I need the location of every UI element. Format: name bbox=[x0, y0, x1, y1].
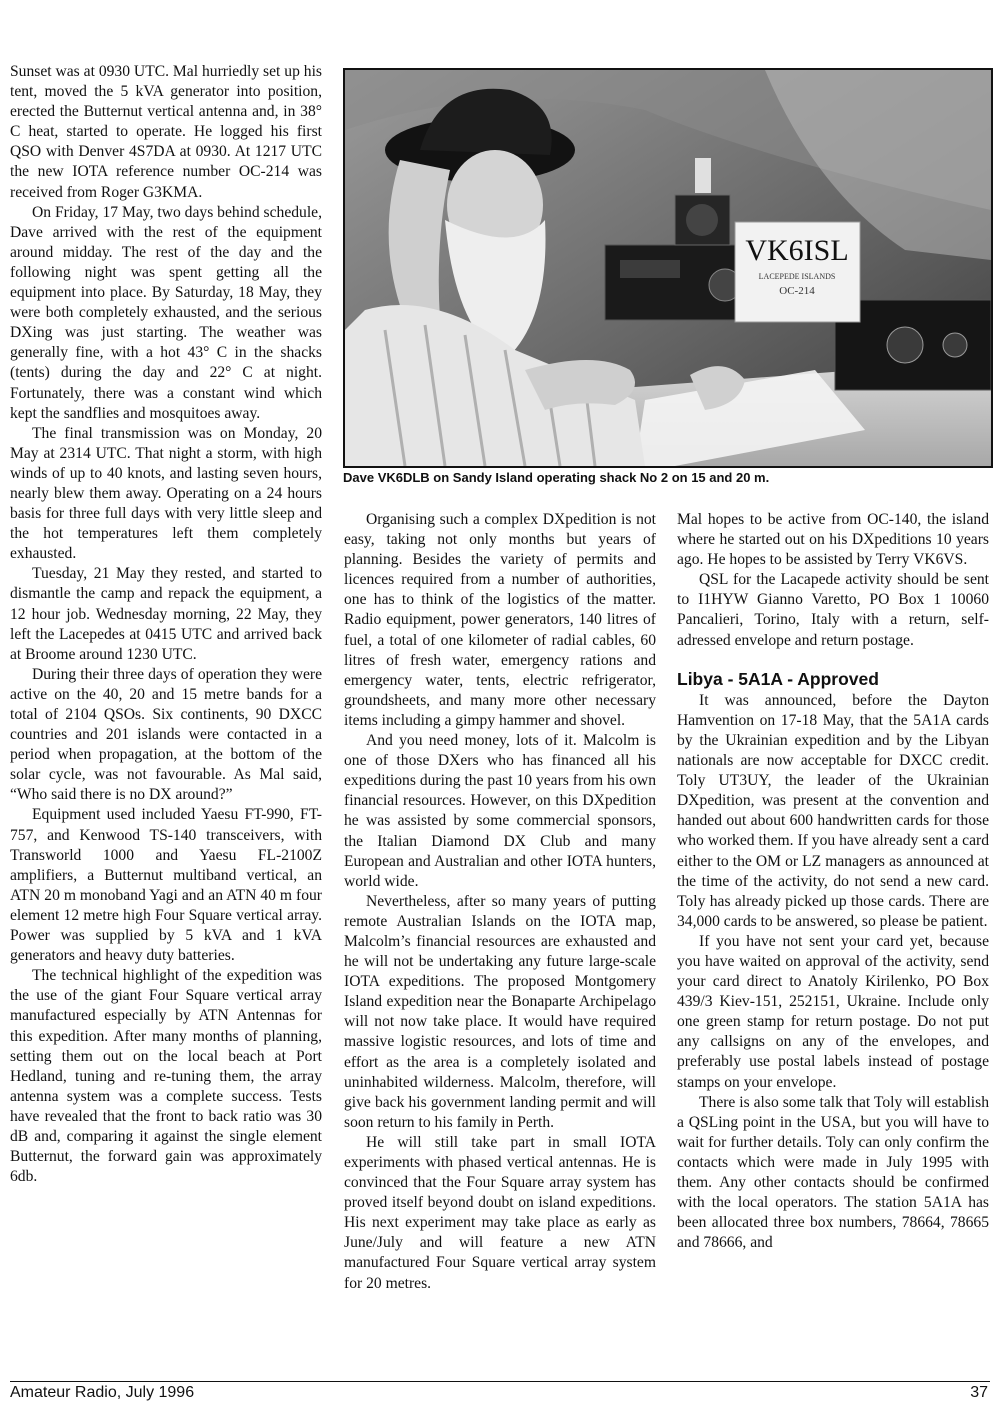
section-heading: Libya - 5A1A - Approved bbox=[677, 668, 879, 689]
photo-caption: Dave VK6DLB on Sandy Island operating shack No 2 on 15 and 20 m. bbox=[343, 470, 770, 485]
paragraph: Nevertheless, after so many years of putting remote Australian Islands on the IOTA map, Malcolm’s financial resources are exhausted and he will not be undertaking any future large-scale IOTA expeditions. The proposed Montgomery Island expedition near the Bonaparte Archipelago will not now take place. It would have required massive logistic resources, and lots of time and effort as the area is a completely isolated and uninhabited wilderness. Malcolm, therefore, will give back his government landing permit and will soon return to his family in Perth. bbox=[344, 892, 656, 1131]
paragraph: Tuesday, 21 May they rested, and started to dismantle the camp and repack the equipment, a 12 hour job. Wednesday morning, 22 May, they left the Lacepedes at 0415 UTC and arrived back at Broome around 1230 UTC. bbox=[10, 565, 322, 663]
paragraph: The technical highlight of the expedition was the use of the giant Four Square vertical array manufactured especially by ATN Antennas for this expedition. After many months of planning, setting them out on the local beach at Port Hedland, tuning and re-tuning them, the array antenna system was a complete success. Tests have revealed that the front to back ratio was 30 dB and, comparing it against the single element Butternut, the forward gain was approximately 6db. bbox=[10, 967, 322, 1186]
paragraph: Sunset was at 0930 UTC. Mal hurriedly set up his tent, moved the 5 kVA generator into position, erected the Butternut vertical antenna and, in 38° C heat, started to operate. He logged his first QSO with Denver 4S7DA at 0930. At 1217 UTC the new IOTA reference number OC-214 was received from Roger G3KMA. bbox=[10, 63, 322, 201]
article-column-3 bbox=[677, 510, 989, 1253]
qsl-card-reference: OC-214 bbox=[779, 285, 815, 297]
paragraph: QSL for the Lacapede activity should be sent to I1HYW Gianno Varetto, PO Box 1 10060 Pancalieri, Torino, Italy with a return, self-adressed envelope and return postage. bbox=[677, 571, 989, 649]
footer-publication: Amateur Radio, July 1996 bbox=[10, 1384, 195, 1401]
paragraph: And you need money, lots of it. Malcolm is one of those DXers who has financed all his expeditions during the past 10 years from his own financial resources. However, on this DXpedition he was assisted by some commercial sponsors, the Italian Diamond DX Club and many European and Australian and other IOTA hunters, world wide. bbox=[344, 732, 656, 890]
article-column-1 bbox=[10, 62, 322, 1187]
photo-operator-shack bbox=[343, 68, 993, 468]
photo-illustration bbox=[345, 70, 991, 466]
article-column-2 bbox=[344, 510, 656, 1294]
paragraph: Equipment used included Yaesu FT-990, FT-757, and Kenwood TS-140 transceivers, with Transworld 1000 and Yaesu FL-2100Z amplifiers, a Butternut multiband vertical, an ATN 20 m monoband Yagi and an ATN 40 m four element 12 metre high Four Square vertical array. Power was supplied by 5 kVA and 1 kVA generators and heavy duty batteries. bbox=[10, 806, 322, 965]
paragraph: Organising such a complex DXpedition is not easy, taking not only months but years of planning. Besides the variety of permits and licences required from a number of authorities, one has to think of the logistics of the matter. Radio equipment, power generators, 140 litres of fuel, a total of one kilometer of radial cables, 60 litres of fresh water, emergency rations and emergency water, tents, electric refrigerator, groundsheets, and many more other necessary items including a gimpy hammer and shovel. bbox=[344, 511, 656, 729]
qsl-card-line: LACEPEDE ISLANDS bbox=[758, 272, 836, 281]
page-number: 37 bbox=[970, 1384, 988, 1401]
paragraph: Mal hopes to be active from OC-140, the island where he started out on his DXpeditions 10 years ago. He hopes to be assisted by Terry VK6VS. bbox=[677, 511, 989, 569]
paragraph: On Friday, 17 May, two days behind schedule, Dave arrived with the rest of the equipment around midday. The rest of the day and the following night was spent getting all the equipment into place. By Saturday, 18 May, they were both completely exhausted, and the serious DXing was just starting. The weather was generally fine, with a hot 43° C in the shacks (tents) during the day and 22° C at night. Fortunately, there was a constant wind which kept the sandflies and mosquitoes away. bbox=[10, 203, 322, 422]
footer-divider bbox=[10, 1381, 990, 1382]
paragraph: The final transmission was on Monday, 20 May at 2314 UTC. That night a storm, with high winds of up to 40 knots, and lasting seven hours, nearly blew them away. Operating on a 24 hours basis for three full days with very little sleep and the hot temperatures left them completely exhausted. bbox=[10, 424, 322, 563]
paragraph: There is also some talk that Toly will establish a QSLing point in the USA, but you will have to wait for further details. Toly can only confirm the contacts which were made in July 1995 with them. Any other contacts should be confirmed with the local operators. The station 5A1A has been allocated three box numbers, 78664, 78665 and 78666, and bbox=[677, 1093, 989, 1252]
paragraph: He will still take part in small IOTA experiments with phased vertical antennas. He is convinced that the Four Square array system has proved itself beyond doubt on island expeditions. His next experiment may take place as early as June/July and will feature a new ATN manufactured Four Square vertical array system for 20 metres. bbox=[344, 1133, 656, 1292]
paragraph: If you have not sent your card yet, because you have waited on approval of the activity, send your card direct to Anatoly Kirilenko, PO Box 439/3 Kiev-151, 252151, Ukraine. Include only one green stamp for return postage. Do not put any callsigns on any of the envelopes, and preferably use postal labels instead of postage stamps on your envelope. bbox=[677, 932, 989, 1091]
qsl-card-callsign: VK6ISL bbox=[745, 234, 849, 267]
paragraph: During their three days of operation they were active on the 40, 20 and 15 metre bands for a total of 2104 QSOs. Six continents, 90 DXCC countries and 201 islands were contacted in a period when propagation, at the bottom of the solar cycle, was not favourable. As Mal said, “Who said there is no DX around?” bbox=[10, 665, 322, 804]
paragraph: It was announced, before the Dayton Hamvention on 17-18 May, that the 5A1A cards by the Ukrainian expedition and by the Libyan nationals are now acceptable for DXCC credit. Toly UT3UY, the leader of the Ukrainian DXpedition, was present at the convention and handed out about 600 handwritten cards for those who worked them. If you have already sent a card either to the OM or LZ managers as announced at the time of the activity, do not send a new card. Toly has already picked up those cards. There are 34,000 cards to be answered, so please be patient. bbox=[677, 691, 989, 930]
